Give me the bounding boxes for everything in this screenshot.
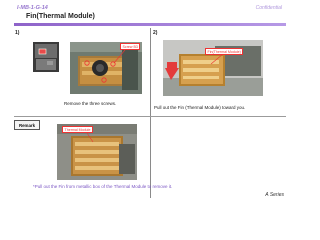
vertical-divider (150, 28, 151, 198)
footer-series: A Series (265, 192, 284, 198)
page-title: Fin(Thermal Module) (26, 13, 95, 20)
step-1-caption: Remove the three screws. (64, 101, 117, 106)
step-2-caption: Pull out the Fin (Thermal Module) toward you. (154, 105, 246, 110)
step-1-inset-photo (33, 42, 59, 72)
horizontal-divider (14, 116, 286, 117)
step-2-number: 2) (153, 30, 158, 36)
remark-label: Remark (14, 120, 40, 130)
step-2-callout: Fin(Thermal Module) (205, 48, 243, 55)
remark-callout: Thermal Module (62, 126, 93, 133)
title-underline-bar (14, 23, 286, 26)
step-1-callout: Screw B3 (120, 43, 140, 50)
confidential-label: Confidential (255, 5, 282, 11)
remark-caption: *Pull out the Fin from metallic box of the Thermal Module to remove it. (33, 184, 173, 189)
document-code: I-MB-1-G-14 (17, 5, 48, 11)
step-1-number: 1) (15, 30, 20, 36)
